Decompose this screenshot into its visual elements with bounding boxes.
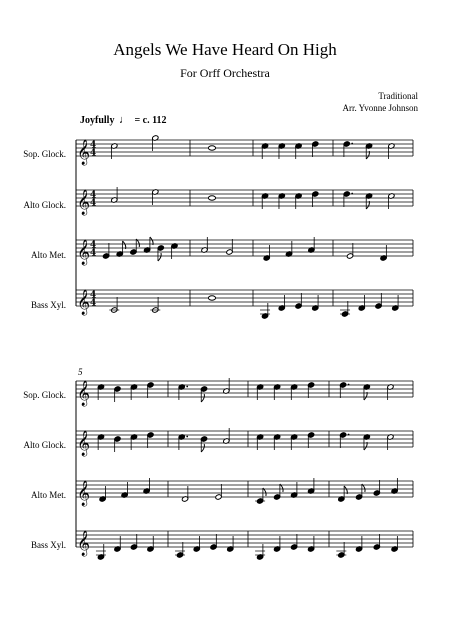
instrument-label-alto-met: Alto Met. (31, 490, 66, 500)
note-flag (158, 253, 161, 261)
instrument-label-alto-met: Alto Met. (31, 250, 66, 260)
time-signature-top: 4 (90, 140, 97, 151)
augmentation-dot (351, 143, 353, 145)
instrument-label-bass-xyl: Bass Xyl. (30, 300, 66, 310)
treble-clef-icon: 𝄞 (77, 531, 91, 556)
tempo-text: Joyfully (80, 115, 115, 126)
instrument-label-bass-xyl: Bass Xyl. (30, 540, 66, 550)
treble-clef-icon: 𝄞 (77, 240, 91, 265)
time-signature-bottom: 4 (90, 198, 97, 209)
notehead (208, 296, 215, 300)
augmentation-dot (186, 386, 188, 388)
time-signature-bottom: 4 (90, 248, 97, 259)
tempo-value: = c. 112 (134, 115, 167, 126)
measure-number: 5 (78, 367, 83, 377)
time-signature-bottom: 4 (90, 298, 97, 309)
instrument-label-alto-glock: Alto Glock. (23, 440, 66, 450)
instrument-label-sop-glock: Sop. Glock. (23, 149, 66, 159)
instrument-label-alto-glock: Alto Glock. (23, 200, 66, 210)
note-flag (201, 444, 204, 452)
time-signature-top: 4 (90, 190, 97, 201)
time-signature-top: 4 (90, 240, 97, 251)
treble-clef-icon: 𝄞 (77, 140, 91, 165)
notehead (208, 146, 215, 150)
augmentation-dot (348, 434, 350, 436)
notehead (208, 196, 215, 200)
instrument-label-sop-glock: Sop. Glock. (23, 390, 66, 400)
quarter-note-icon: ♩ (118, 114, 130, 126)
augmentation-dot (351, 193, 353, 195)
composer-credit: Traditional (378, 91, 418, 101)
treble-clef-icon: 𝄞 (77, 481, 91, 506)
note-flag (201, 394, 204, 402)
treble-clef-icon: 𝄞 (77, 290, 91, 315)
time-signature-bottom: 4 (90, 148, 97, 159)
score-subtitle: For Orff Orchestra (180, 66, 270, 80)
time-signature-top: 4 (90, 290, 97, 301)
augmentation-dot (186, 436, 188, 438)
treble-clef-icon: 𝄞 (77, 431, 91, 456)
treble-clef-icon: 𝄞 (77, 190, 91, 215)
treble-clef-icon: 𝄞 (77, 381, 91, 406)
augmentation-dot (348, 384, 350, 386)
score-title: Angels We Have Heard On High (113, 40, 337, 59)
arranger-credit: Arr. Yvonne Johnson (342, 103, 418, 113)
